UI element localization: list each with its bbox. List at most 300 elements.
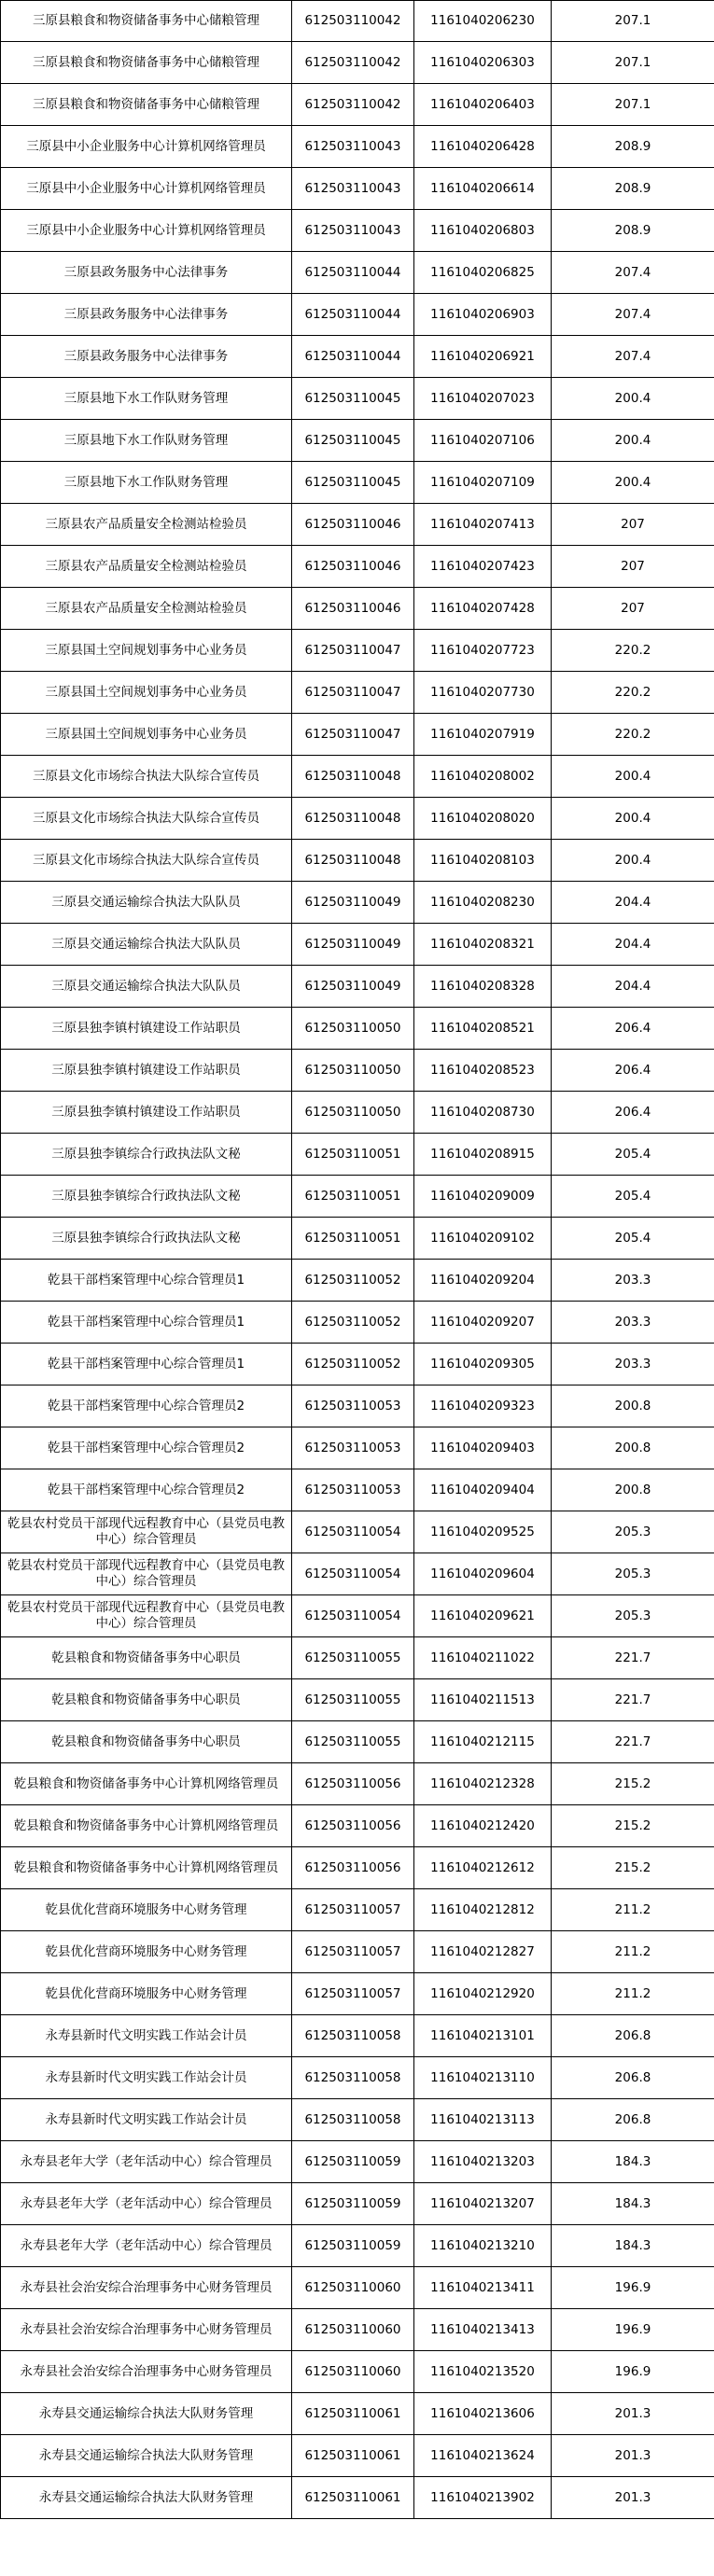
position-code-cell: 612503110042	[292, 84, 414, 126]
score-cell: 207.4	[552, 252, 714, 294]
score-cell: 203.3	[552, 1344, 714, 1385]
score-cell: 200.8	[552, 1427, 714, 1469]
score-cell: 211.2	[552, 1931, 714, 1973]
position-code-cell: 612503110042	[292, 42, 414, 84]
position-code-cell: 612503110053	[292, 1385, 414, 1427]
table-row	[1, 1763, 714, 1805]
score-cell: 211.2	[552, 1973, 714, 2015]
ticket-number-cell: 1161040207423	[414, 546, 552, 588]
ticket-number-cell: 1161040206903	[414, 294, 552, 336]
position-code-cell: 612503110050	[292, 1092, 414, 1134]
position-cell: 乾县优化营商环境服务中心财务管理	[1, 1973, 292, 2015]
table-row	[1, 2477, 714, 2519]
score-cell: 184.3	[552, 2225, 714, 2267]
ticket-number-cell: 1161040208915	[414, 1134, 552, 1176]
table-row	[1, 1931, 714, 1973]
ticket-number-cell: 1161040209323	[414, 1385, 552, 1427]
score-cell: 200.4	[552, 798, 714, 840]
position-cell: 永寿县社会治安综合治理事务中心财务管理员	[1, 2267, 292, 2309]
table-row	[1, 2057, 714, 2099]
position-code-cell: 612503110046	[292, 546, 414, 588]
score-cell: 208.9	[552, 126, 714, 168]
score-cell: 220.2	[552, 630, 714, 672]
table-row	[1, 2435, 714, 2477]
table-row	[1, 1008, 714, 1050]
position-cell: 三原县独李镇综合行政执法队文秘	[1, 1134, 292, 1176]
position-cell: 永寿县交通运输综合执法大队财务管理	[1, 2435, 292, 2477]
position-code-cell: 612503110054	[292, 1553, 414, 1595]
table-row	[1, 1679, 714, 1721]
position-code-cell: 612503110049	[292, 966, 414, 1008]
position-cell: 永寿县老年大学（老年活动中心）综合管理员	[1, 2225, 292, 2267]
table-row	[1, 1973, 714, 2015]
ticket-number-cell: 1161040207730	[414, 672, 552, 714]
position-cell: 乾县粮食和物资储备事务中心计算机网络管理员	[1, 1763, 292, 1805]
position-cell: 三原县独李镇综合行政执法队文秘	[1, 1176, 292, 1218]
table-row	[1, 546, 714, 588]
position-cell: 三原县文化市场综合执法大队综合宣传员	[1, 756, 292, 798]
ticket-number-cell: 1161040207723	[414, 630, 552, 672]
score-cell: 206.4	[552, 1008, 714, 1050]
ticket-number-cell: 1161040206614	[414, 168, 552, 210]
position-cell: 三原县交通运输综合执法大队队员	[1, 882, 292, 924]
position-cell: 乾县粮食和物资储备事务中心职员	[1, 1637, 292, 1679]
position-code-cell: 612503110051	[292, 1218, 414, 1260]
score-cell: 196.9	[552, 2267, 714, 2309]
ticket-number-cell: 1161040213902	[414, 2477, 552, 2519]
score-cell: 207.4	[552, 336, 714, 378]
ticket-number-cell: 1161040213210	[414, 2225, 552, 2267]
table-row	[1, 1385, 714, 1427]
position-cell: 三原县中小企业服务中心计算机网络管理员	[1, 168, 292, 210]
table-row	[1, 1092, 714, 1134]
position-code-cell: 612503110055	[292, 1679, 414, 1721]
position-cell: 三原县农产品质量安全检测站检验员	[1, 588, 292, 630]
position-cell: 永寿县新时代文明实践工作站会计员	[1, 2015, 292, 2057]
position-code-cell: 612503110058	[292, 2057, 414, 2099]
position-code-cell: 612503110056	[292, 1763, 414, 1805]
table-row	[1, 2183, 714, 2225]
table-row	[1, 1344, 714, 1385]
position-code-cell: 612503110046	[292, 504, 414, 546]
position-cell: 三原县文化市场综合执法大队综合宣传员	[1, 840, 292, 882]
score-cell: 205.3	[552, 1595, 714, 1637]
score-cell: 205.3	[552, 1553, 714, 1595]
score-cell: 221.7	[552, 1637, 714, 1679]
ticket-number-cell: 1161040207106	[414, 420, 552, 462]
position-cell: 三原县国土空间规划事务中心业务员	[1, 630, 292, 672]
position-cell: 乾县干部档案管理中心综合管理员2	[1, 1427, 292, 1469]
ticket-number-cell: 1161040209204	[414, 1260, 552, 1302]
ticket-number-cell: 1161040213411	[414, 2267, 552, 2309]
position-cell: 永寿县交通运输综合执法大队财务管理	[1, 2393, 292, 2435]
table-row	[1, 294, 714, 336]
position-cell: 三原县独李镇综合行政执法队文秘	[1, 1218, 292, 1260]
score-cell: 200.4	[552, 462, 714, 504]
ticket-number-cell: 1161040211513	[414, 1679, 552, 1721]
position-code-cell: 612503110051	[292, 1134, 414, 1176]
position-cell: 三原县独李镇村镇建设工作站职员	[1, 1008, 292, 1050]
score-cell: 211.2	[552, 1889, 714, 1931]
position-cell: 三原县交通运输综合执法大队队员	[1, 966, 292, 1008]
table-row	[1, 1, 714, 42]
table-row	[1, 1805, 714, 1847]
ticket-number-cell: 1161040209305	[414, 1344, 552, 1385]
table-row	[1, 378, 714, 420]
ticket-number-cell: 1161040209525	[414, 1511, 552, 1553]
position-code-cell: 612503110054	[292, 1511, 414, 1553]
position-code-cell: 612503110047	[292, 714, 414, 756]
table-row	[1, 1847, 714, 1889]
ticket-number-cell: 1161040208321	[414, 924, 552, 966]
position-code-cell: 612503110045	[292, 420, 414, 462]
position-code-cell: 612503110046	[292, 588, 414, 630]
table-row	[1, 2141, 714, 2183]
score-cell: 200.8	[552, 1469, 714, 1511]
table-row	[1, 798, 714, 840]
ticket-number-cell: 1161040206303	[414, 42, 552, 84]
position-cell: 三原县粮食和物资储备事务中心储粮管理	[1, 1, 292, 42]
table-row	[1, 1134, 714, 1176]
ticket-number-cell: 1161040207919	[414, 714, 552, 756]
table-row	[1, 1889, 714, 1931]
ticket-number-cell: 1161040206403	[414, 84, 552, 126]
table-row	[1, 1553, 714, 1595]
score-cell: 207.1	[552, 1, 714, 42]
table-row	[1, 1637, 714, 1679]
score-cell: 196.9	[552, 2351, 714, 2393]
score-cell: 215.2	[552, 1805, 714, 1847]
position-cell: 三原县农产品质量安全检测站检验员	[1, 504, 292, 546]
table-row	[1, 2225, 714, 2267]
score-cell: 184.3	[552, 2141, 714, 2183]
position-code-cell: 612503110059	[292, 2141, 414, 2183]
table-row	[1, 672, 714, 714]
position-cell: 乾县粮食和物资储备事务中心职员	[1, 1679, 292, 1721]
position-code-cell: 612503110060	[292, 2309, 414, 2351]
position-code-cell: 612503110055	[292, 1637, 414, 1679]
score-cell: 208.9	[552, 168, 714, 210]
position-code-cell: 612503110047	[292, 672, 414, 714]
score-cell: 200.4	[552, 378, 714, 420]
score-cell: 207	[552, 546, 714, 588]
ticket-number-cell: 1161040213624	[414, 2435, 552, 2477]
ticket-number-cell: 1161040209009	[414, 1176, 552, 1218]
position-cell: 永寿县社会治安综合治理事务中心财务管理员	[1, 2309, 292, 2351]
table-row	[1, 1176, 714, 1218]
score-cell: 201.3	[552, 2393, 714, 2435]
table-row	[1, 2267, 714, 2309]
ticket-number-cell: 1161040206230	[414, 1, 552, 42]
position-cell: 乾县粮食和物资储备事务中心计算机网络管理员	[1, 1847, 292, 1889]
score-cell: 196.9	[552, 2309, 714, 2351]
score-cell: 200.4	[552, 840, 714, 882]
table-row	[1, 504, 714, 546]
position-code-cell: 612503110045	[292, 378, 414, 420]
position-code-cell: 612503110055	[292, 1721, 414, 1763]
position-code-cell: 612503110061	[292, 2477, 414, 2519]
ticket-number-cell: 1161040213203	[414, 2141, 552, 2183]
position-cell: 三原县政务服务中心法律事务	[1, 294, 292, 336]
table-row	[1, 42, 714, 84]
ticket-number-cell: 1161040213101	[414, 2015, 552, 2057]
score-cell: 206.8	[552, 2057, 714, 2099]
ticket-number-cell: 1161040212115	[414, 1721, 552, 1763]
ticket-number-cell: 1161040212812	[414, 1889, 552, 1931]
ticket-number-cell: 1161040212420	[414, 1805, 552, 1847]
table-row	[1, 924, 714, 966]
table-row	[1, 966, 714, 1008]
ticket-number-cell: 1161040209621	[414, 1595, 552, 1637]
table-row	[1, 1260, 714, 1302]
position-cell: 三原县中小企业服务中心计算机网络管理员	[1, 126, 292, 168]
ticket-number-cell: 1161040209102	[414, 1218, 552, 1260]
position-code-cell: 612503110057	[292, 1973, 414, 2015]
score-cell: 203.3	[552, 1260, 714, 1302]
position-code-cell: 612503110061	[292, 2393, 414, 2435]
position-code-cell: 612503110050	[292, 1008, 414, 1050]
position-code-cell: 612503110045	[292, 462, 414, 504]
ticket-number-cell: 1161040212920	[414, 1973, 552, 2015]
table-row	[1, 252, 714, 294]
table-row	[1, 1050, 714, 1092]
position-code-cell: 612503110054	[292, 1595, 414, 1637]
ticket-number-cell: 1161040207413	[414, 504, 552, 546]
position-code-cell: 612503110044	[292, 252, 414, 294]
ticket-number-cell: 1161040213413	[414, 2309, 552, 2351]
ticket-number-cell: 1161040213110	[414, 2057, 552, 2099]
ticket-number-cell: 1161040208020	[414, 798, 552, 840]
score-cell: 206.4	[552, 1050, 714, 1092]
score-cell: 207	[552, 504, 714, 546]
score-cell: 207.1	[552, 84, 714, 126]
table-row	[1, 2351, 714, 2393]
ticket-number-cell: 1161040212328	[414, 1763, 552, 1805]
table-row	[1, 1218, 714, 1260]
table-row	[1, 1721, 714, 1763]
position-cell: 三原县交通运输综合执法大队队员	[1, 924, 292, 966]
score-cell: 201.3	[552, 2477, 714, 2519]
position-code-cell: 612503110058	[292, 2099, 414, 2141]
position-code-cell: 612503110049	[292, 924, 414, 966]
position-code-cell: 612503110042	[292, 1, 414, 42]
position-code-cell: 612503110056	[292, 1847, 414, 1889]
score-cell: 206.8	[552, 2015, 714, 2057]
position-cell: 三原县地下水工作队财务管理	[1, 462, 292, 504]
ticket-number-cell: 1161040208523	[414, 1050, 552, 1092]
position-code-cell: 612503110053	[292, 1427, 414, 1469]
position-code-cell: 612503110060	[292, 2267, 414, 2309]
ticket-number-cell: 1161040207428	[414, 588, 552, 630]
ticket-number-cell: 1161040207109	[414, 462, 552, 504]
score-cell: 184.3	[552, 2183, 714, 2225]
position-code-cell: 612503110061	[292, 2435, 414, 2477]
score-cell: 201.3	[552, 2435, 714, 2477]
position-cell: 三原县国土空间规划事务中心业务员	[1, 714, 292, 756]
table-row	[1, 840, 714, 882]
position-code-cell: 612503110048	[292, 756, 414, 798]
position-cell: 三原县地下水工作队财务管理	[1, 378, 292, 420]
position-cell: 三原县政务服务中心法律事务	[1, 252, 292, 294]
score-cell: 204.4	[552, 882, 714, 924]
ticket-number-cell: 1161040213207	[414, 2183, 552, 2225]
position-code-cell: 612503110049	[292, 882, 414, 924]
position-cell: 三原县独李镇村镇建设工作站职员	[1, 1092, 292, 1134]
position-code-cell: 612503110044	[292, 294, 414, 336]
score-cell: 205.4	[552, 1176, 714, 1218]
table-row	[1, 1427, 714, 1469]
position-cell: 乾县农村党员干部现代远程教育中心（县党员电教中心）综合管理员	[1, 1553, 292, 1595]
position-code-cell: 612503110047	[292, 630, 414, 672]
score-cell: 221.7	[552, 1679, 714, 1721]
score-cell: 207.4	[552, 294, 714, 336]
table-row	[1, 630, 714, 672]
table-row	[1, 1469, 714, 1511]
position-code-cell: 612503110048	[292, 840, 414, 882]
table-row	[1, 756, 714, 798]
position-cell: 永寿县新时代文明实践工作站会计员	[1, 2099, 292, 2141]
position-cell: 乾县优化营商环境服务中心财务管理	[1, 1931, 292, 1973]
score-cell: 200.8	[552, 1385, 714, 1427]
score-cell: 205.4	[552, 1218, 714, 1260]
ticket-number-cell: 1161040208103	[414, 840, 552, 882]
ticket-number-cell: 1161040211022	[414, 1637, 552, 1679]
position-cell: 永寿县交通运输综合执法大队财务管理	[1, 2477, 292, 2519]
position-cell: 永寿县社会治安综合治理事务中心财务管理员	[1, 2351, 292, 2393]
table-row	[1, 420, 714, 462]
position-code-cell: 612503110056	[292, 1805, 414, 1847]
table-row	[1, 2393, 714, 2435]
position-cell: 乾县农村党员干部现代远程教育中心（县党员电教中心）综合管理员	[1, 1595, 292, 1637]
position-code-cell: 612503110052	[292, 1260, 414, 1302]
ticket-number-cell: 1161040209403	[414, 1427, 552, 1469]
ticket-number-cell: 1161040208521	[414, 1008, 552, 1050]
table-row	[1, 882, 714, 924]
table-row	[1, 1302, 714, 1344]
position-code-cell: 612503110060	[292, 2351, 414, 2393]
ticket-number-cell: 1161040213606	[414, 2393, 552, 2435]
table-row	[1, 588, 714, 630]
ticket-number-cell: 1161040208230	[414, 882, 552, 924]
position-code-cell: 612503110059	[292, 2225, 414, 2267]
score-cell: 220.2	[552, 672, 714, 714]
table-row	[1, 2099, 714, 2141]
score-cell: 203.3	[552, 1302, 714, 1344]
position-code-cell: 612503110058	[292, 2015, 414, 2057]
position-code-cell: 612503110050	[292, 1050, 414, 1092]
position-cell: 永寿县老年大学（老年活动中心）综合管理员	[1, 2183, 292, 2225]
ticket-number-cell: 1161040213113	[414, 2099, 552, 2141]
table-row	[1, 2309, 714, 2351]
score-cell: 204.4	[552, 966, 714, 1008]
score-cell: 200.4	[552, 420, 714, 462]
position-code-cell: 612503110048	[292, 798, 414, 840]
position-cell: 三原县独李镇村镇建设工作站职员	[1, 1050, 292, 1092]
position-cell: 乾县粮食和物资储备事务中心职员	[1, 1721, 292, 1763]
table-row	[1, 462, 714, 504]
position-cell: 乾县干部档案管理中心综合管理员2	[1, 1469, 292, 1511]
score-cell: 207.1	[552, 42, 714, 84]
position-cell: 三原县政务服务中心法律事务	[1, 336, 292, 378]
table-row	[1, 168, 714, 210]
ticket-number-cell: 1161040206428	[414, 126, 552, 168]
position-code-cell: 612503110043	[292, 210, 414, 252]
position-code-cell: 612503110057	[292, 1889, 414, 1931]
ticket-number-cell: 1161040209404	[414, 1469, 552, 1511]
position-cell: 乾县粮食和物资储备事务中心计算机网络管理员	[1, 1805, 292, 1847]
position-cell: 三原县粮食和物资储备事务中心储粮管理	[1, 42, 292, 84]
score-cell: 215.2	[552, 1847, 714, 1889]
position-cell: 三原县国土空间规划事务中心业务员	[1, 672, 292, 714]
position-cell: 三原县地下水工作队财务管理	[1, 420, 292, 462]
position-cell: 三原县农产品质量安全检测站检验员	[1, 546, 292, 588]
position-code-cell: 612503110057	[292, 1931, 414, 1973]
position-code-cell: 612503110052	[292, 1344, 414, 1385]
ticket-number-cell: 1161040209207	[414, 1302, 552, 1344]
position-code-cell: 612503110043	[292, 126, 414, 168]
position-cell: 乾县干部档案管理中心综合管理员1	[1, 1260, 292, 1302]
ticket-number-cell: 1161040208328	[414, 966, 552, 1008]
position-cell: 乾县农村党员干部现代远程教育中心（县党员电教中心）综合管理员	[1, 1511, 292, 1553]
table-row	[1, 210, 714, 252]
ticket-number-cell: 1161040206921	[414, 336, 552, 378]
position-cell: 三原县文化市场综合执法大队综合宣传员	[1, 798, 292, 840]
position-code-cell: 612503110059	[292, 2183, 414, 2225]
table-row	[1, 84, 714, 126]
position-cell: 乾县干部档案管理中心综合管理员2	[1, 1385, 292, 1427]
ticket-number-cell: 1161040206803	[414, 210, 552, 252]
score-cell: 207	[552, 588, 714, 630]
position-cell: 永寿县新时代文明实践工作站会计员	[1, 2057, 292, 2099]
table-row	[1, 126, 714, 168]
position-cell: 乾县干部档案管理中心综合管理员1	[1, 1302, 292, 1344]
ticket-number-cell: 1161040206825	[414, 252, 552, 294]
ticket-number-cell: 1161040212827	[414, 1931, 552, 1973]
ticket-number-cell: 1161040209604	[414, 1553, 552, 1595]
score-cell: 200.4	[552, 756, 714, 798]
score-cell: 215.2	[552, 1763, 714, 1805]
position-cell: 乾县干部档案管理中心综合管理员1	[1, 1344, 292, 1385]
score-cell: 206.8	[552, 2099, 714, 2141]
position-code-cell: 612503110043	[292, 168, 414, 210]
score-cell: 205.3	[552, 1511, 714, 1553]
score-cell: 205.4	[552, 1134, 714, 1176]
position-code-cell: 612503110044	[292, 336, 414, 378]
ticket-number-cell: 1161040213520	[414, 2351, 552, 2393]
score-cell: 204.4	[552, 924, 714, 966]
table-row	[1, 1511, 714, 1553]
position-cell: 乾县优化营商环境服务中心财务管理	[1, 1889, 292, 1931]
position-code-cell: 612503110052	[292, 1302, 414, 1344]
score-cell: 206.4	[552, 1092, 714, 1134]
table-row	[1, 336, 714, 378]
position-cell: 三原县粮食和物资储备事务中心储粮管理	[1, 84, 292, 126]
position-cell: 永寿县老年大学（老年活动中心）综合管理员	[1, 2141, 292, 2183]
table-row	[1, 1595, 714, 1637]
ticket-number-cell: 1161040212612	[414, 1847, 552, 1889]
position-code-cell: 612503110051	[292, 1176, 414, 1218]
position-code-cell: 612503110053	[292, 1469, 414, 1511]
ticket-number-cell: 1161040208002	[414, 756, 552, 798]
position-cell: 三原县中小企业服务中心计算机网络管理员	[1, 210, 292, 252]
table-row	[1, 714, 714, 756]
ticket-number-cell: 1161040208730	[414, 1092, 552, 1134]
table-body	[1, 1, 714, 2519]
score-cell: 208.9	[552, 210, 714, 252]
table-row	[1, 2015, 714, 2057]
score-cell: 220.2	[552, 714, 714, 756]
score-cell: 221.7	[552, 1721, 714, 1763]
